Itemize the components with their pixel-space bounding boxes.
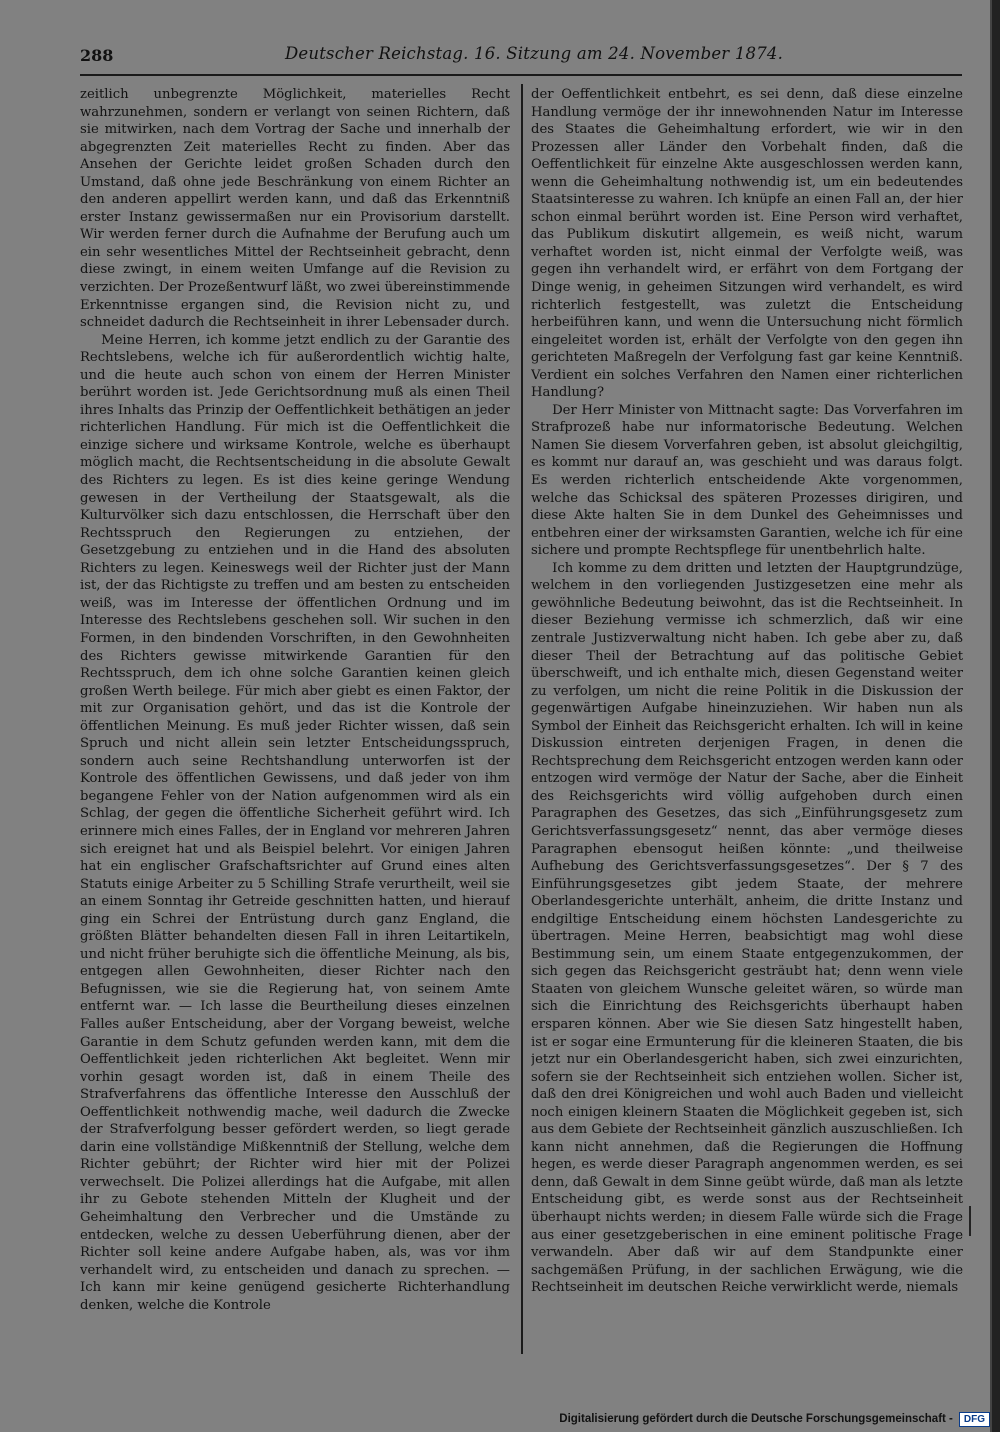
digitization-credit — [559, 1408, 990, 1430]
page-number: 288 — [80, 46, 114, 65]
scan-edge — [992, 0, 1000, 1432]
column-divider — [521, 84, 523, 1354]
dfg-logo-icon: DFG — [959, 1412, 990, 1427]
running-title: Deutscher Reichstag. 16. Sitzung am 24. November 1874. — [285, 44, 784, 63]
margin-mark — [969, 1206, 971, 1236]
running-header — [80, 40, 970, 74]
paragraph: zeitlich unbegrenzte Möglichkeit, materielles Recht wahrzunehmen, sondern er verlangt von seinen Richtern, daß sie mitwirken, nach dem Vortrag der Sache und innerhalb der abgegrenzten Zeit materielles Recht zu finden. Aber das Ansehen der Gerichte leidet großen Schaden durch den Umstand, daß ohne jede Beschränkung von einem Richter an den anderen appellirt werden kann, und daß das Erkenntniß erster Instanz gewissermaßen nur ein Provisorium darstellt. Wir werden ferner durch die Aufnahme der Berufung auch um ein sehr wesentliches Mittel der Rechtseinheit gebracht, denn diese zwingt, in einem weiten Umfange auf die Revision zu verzichten. Der Prozeßentwurf läßt, wo zwei übereinstimmende Erkenntnisse ergangen sind, die Revision nicht zu, und schneidet dadurch die Rechtseinheit in ihrer Lebensader durch. — [80, 87, 510, 331]
text-column-right — [531, 86, 963, 1356]
text-column-left — [80, 86, 510, 1356]
paragraph: Der Herr Minister von Mittnacht sagte: Das Vorverfahren im Strafprozeß habe nur informatorische Bedeutung. Welchen Namen Sie diesem Vorverfahren geben, ist absolut gleichgiltig, es kommt nur darauf an, was geschieht und was daraus folgt. Es werden richterlich entscheidende Akte vorgenommen, welche das Schicksal des späteren Prozesses dirigiren, und diese Akte halten Sie in dem Dunkel des Geheimnisses und entbehren einer der wirksamsten Garantien, welche ich für eine sichere und prompte Rechtspflege für unentbehrlich halte. — [531, 402, 963, 559]
paragraph: Ich komme zu dem dritten und letzten der Hauptgrundzüge, welchem in den vorliegenden Justizgesetzen eine mehr als gewöhnliche Bedeutung beiwohnt, das ist die Rechtseinheit. In dieser Beziehung vermisse ich schmerzlich, daß wir eine zentrale Justizverwaltung nicht haben. Ich gebe aber zu, daß dieser Theil der Betrachtung auf das politische Gebiet überschweift, und ich enthalte mich, diesen Gegenstand weiter zu verfolgen, um nicht die reine Politik in die Diskussion der gegenwärtigen Aufgabe hineinzuziehen. Wir haben nun als Symbol der Einheit das Reichsgericht erhalten. Ich will in keine Diskussion eintreten derjenigen Fragen, in denen die Rechtsprechung dem Reichsgericht entzogen werden kann oder entzogen wird vermöge der Natur der Sache, aber die Einheit des Reichsgerichts wird völlig aufgehoben durch einen Paragraphen des Gesetzes, das sich „Einführungsgesetz zum Gerichtsverfassungsgesetz“ nennt, das aber vermöge dieses Paragraphen ebensogut heißen könnte: „und theilweise Aufhebung des Gerichtsverfassungsgesetzes“. Der § 7 des Einführungsgesetzes gibt jedem Staate, der mehrere Oberlandesgerichte unterhält, anheim, die dritte Instanz und endgiltige Entscheidung einem höchsten Landesgerichte zu übertragen. Meine Herren, beabsichtigt mag wohl diese Bestimmung sein, um einem Staate entgegenzukommen, der sich gegen das Reichsgericht gesträubt hat; denn wenn viele Staaten von gleichem Wunsche geleitet wären, so würde man sich die Einrichtung des Reichsgerichts überhaupt haben ersparen können. Aber wie Sie diesen Satz hingestellt haben, ist er sogar eine Ermunterung für die kleineren Staaten, die bis jetzt nur ein Oberlandesgericht haben, sich zwei einzurichten, sofern sie der Rechtseinheit sich entziehen wollen. Sicher ist, daß den drei Königreichen und wohl auch Baden und vielleicht noch einigen kleinern Staaten die Möglichkeit gegeben ist, sich aus dem Gebiete der Rechtseinheit gänzlich auszuschließen. Ich kann nicht annehmen, daß die Regierungen die Hoffnung hegen, es werde dieser Paragraph angenommen werden, es sei denn, daß Gewalt in dem Sinne geübt würde, daß man als letzte Entscheidung gibt, es werde sonst aus der Rechtseinheit überhaupt nichts werden; in diesem Falle würde sich die Frage aus einer gesetzgeberischen in eine eminent politische Frage verwandeln. Aber daß wir auf dem Standpunkte einer sachgemäßen Prüfung, in der sachlichen Erwägung, wie die Rechtseinheit im deutschen Reiche verwirklicht werde, niemals — [531, 560, 963, 1296]
paragraph: der Oeffentlichkeit entbehrt, es sei denn, daß diese einzelne Handlung vermöge der ihr innewohnenden Natur im Interesse des Staates die Geheimhaltung erfordert, wie wir in den Prozessen aller Länder den Vorbehalt finden, daß die Oeffentlichkeit für einzelne Akte ausgeschlossen werden kann, wenn die Geheimhaltung nothwendig ist, um ein bedeutendes Staatsinteresse zu wahren. Ich knüpfe an einen Fall an, der hier schon einmal berührt worden ist. Eine Person wird verhaftet, das Publikum diskutirt allgemein, es weiß nicht, warum verhaftet worden ist, nicht einmal der Verfolgte weiß, was gegen ihn verhandelt wird, er erfährt von dem Fortgang der Dinge wenig, in geheimen Sitzungen wird verhandelt, es wird richterlich festgestellt, was zuletzt die Entscheidung herbeiführen kann, und wenn die Untersuchung nicht förmlich eingeleitet worden ist, erhält der Verfolgte von den gegen ihn gerichteten Maßregeln der Verfolgung fast gar keine Kenntniß. Verdient ein solches Verfahren den Namen einer richterlichen Handlung? — [531, 87, 963, 401]
header-rule — [80, 74, 962, 76]
paragraph: Meine Herren, ich komme jetzt endlich zu der Garantie des Rechtslebens, welche ich für außerordentlich wichtig halte, und die heute auch schon von einem der Herren Minister berührt worden ist. Jede Gerichtsordnung muß als einen Theil ihres Inhalts das Prinzip der Oeffentlichkeit bethätigen an jeder richterlichen Handlung. Für mich ist die Oeffentlichkeit die einzige sichere und wirksame Kontrole, welche es überhaupt möglich macht, die Rechtsentscheidung in die absolute Gewalt des Richters zu legen. Es ist dies keine geringe Wendung gewesen in der Vertheilung der Staatsgewalt, als die Kulturvölker sich dazu entschlossen, die Herrschaft über den Rechtsspruch den Regierungen zu entziehen, der Gesetzgebung zu entziehen und in die Hand des absoluten Richters zu legen. Keineswegs weil der Richter just der Mann ist, der das Richtigste zu treffen und am besten zu entscheiden weiß, was im Interesse der öffentlichen Ordnung und im Interesse des Rechtslebens geschehen soll. Wir suchen in den Formen, in den bindenden Vorschriften, in den Gewohnheiten des Richters gewisse mitwirkende Garantien für den Rechtsspruch, dem ich ohne solche Garantien keinen gleich großen Werth beilege. Für mich aber giebt es einen Faktor, der mit zur Organisation gehört, und das ist die Kontrole der öffentlichen Meinung. Es muß jeder Richter wissen, daß sein Spruch und nicht allein sein letzter Entscheidungsspruch, sondern auch seine Rechtshandlung unterworfen ist der Kontrole des öffentlichen Gewissens, und daß jeder von ihm begangene Fehler von der Nation aufgenommen wird als ein Schlag, der gegen die öffentliche Sicherheit geführt wird. Ich erinnere mich eines Falles, der in England vor mehreren Jahren sich ereignet hat und als Beispiel belehrt. Vor einigen Jahren hat ein englischer Grafschaftsrichter auf Grund eines alten Statuts einige Arbeiter zu 5 Schilling Strafe verurtheilt, weil sie an einem Sonntag ihr Getreide geschnitten hatten, und hierauf ging ein Schrei der Entrüstung durch ganz England, die größten Blätter behandelten diesen Fall in ihren Leitartikeln, und nicht früher beruhigte sich die öffentliche Meinung, als bis, entgegen allen Gewohnheiten, dieser Richter nach den Befugnissen, wie sie die Regierung hat, von seinem Amte entfernt war. — Ich lasse die Beurtheilung dieses einzelnen Falles außer Entscheidung, aber der Vorgang beweist, welche Garantie in dem Schutz gefunden werden kann, mit dem die Oeffentlichkeit jeden richterlichen Akt begleitet. Wenn mir vorhin gesagt worden ist, daß in einem Theile des Strafverfahrens das öffentliche Interesse den Ausschluß der Oeffentlichkeit nothwendig mache, weil dadurch die Zwecke der Strafverfolgung besser gefördert werden, so liegt gerade darin eine vollständige Mißkenntniß der Stellung, welche dem Richter gebührt; der Richter wird hier mit der Polizei verwechselt. Die Polizei allerdings hat die Aufgabe, mit allen ihr zu Gebote stehenden Mitteln der Klugheit und der Geheimhaltung den Verbrecher und die Umstände zu entdecken, welche zu dessen Ueberführung dienen, aber der Richter soll keine andere Aufgabe haben, als, was vor ihm verhandelt wird, zu entscheiden und danach zu sprechen. — Ich kann mir keine genügend gesicherte Richterhandlung denken, welche die Kontrole — [80, 332, 510, 1313]
credit-text: Digitalisierung gefördert durch die Deutsche Forschungsgemeinschaft - — [559, 1413, 953, 1425]
